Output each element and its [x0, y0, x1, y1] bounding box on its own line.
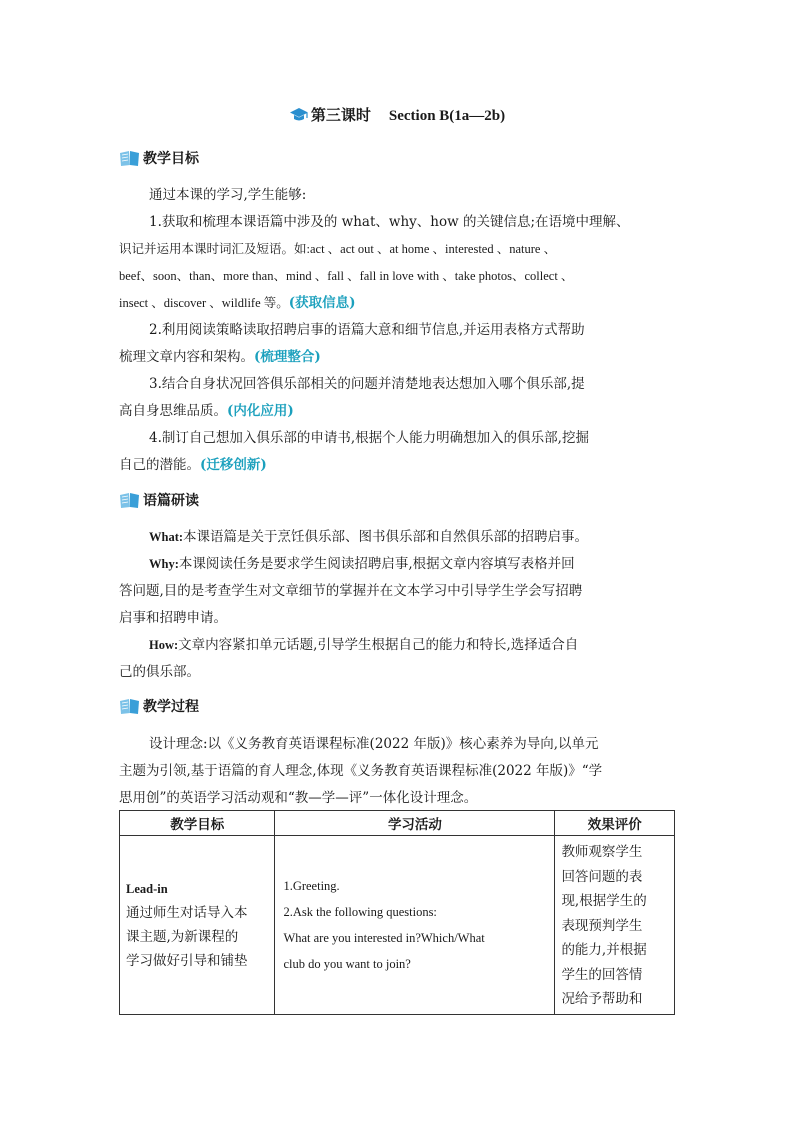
table-header: 教学目标: [120, 811, 275, 836]
section-heading-process: [119, 696, 199, 716]
goal-3-tag: (内化应用): [227, 403, 294, 419]
lesson-table: [119, 810, 675, 1015]
table-header: 学习活动: [275, 811, 555, 836]
goal-cell: Lead-in 通过师生对话导入本 课主题,为新课程的 学习做好引导和铺垫: [120, 836, 275, 1015]
book-icon: [119, 491, 141, 513]
analysis-how: How:文章内容紧扣单元话题,引导学生根据自己的能力和特长,选择适合自 己的俱乐部。: [119, 637, 579, 680]
analysis-heading-label: 语篇研读: [143, 493, 199, 509]
evaluation-cell: 教师观察学生 回答问题的表 现,根据学生的 表现预判学生 的能力,并根据 学生的回答情 况给予帮助和: [555, 836, 675, 1015]
goal-4-tag: (迁移创新): [200, 457, 267, 473]
table-header-row: [120, 811, 675, 836]
goal-2-tag: (梳理整合): [254, 349, 321, 365]
book-icon: [119, 697, 141, 719]
activity-cell: 1.Greeting. 2.Ask the following questions: What are you interested in?Which/What club do you want to join?: [275, 836, 555, 1015]
goals-intro: 通过本课的学习,学生能够:: [149, 187, 307, 203]
goals-heading-label: 教学目标: [143, 151, 199, 167]
title-cn: 第三课时: [310, 106, 371, 124]
title-en: Section B(1a—2b): [388, 108, 506, 124]
book-icon: [119, 149, 141, 171]
design-concept: 设计理念:以《义务教育英语课程标准(2022 年版)》核心素养为导向,以单元 主题为引领,基于语篇的育人理念,体现《义务教育英语课程标准(2022 年版)》“学 思用创”的英语学习活动观和“教—学—评”一体化设计理念。: [119, 736, 603, 806]
goal-4: 4.制订自己想加入俱乐部的申请书,根据个人能力明确想加入的俱乐部,挖掘 自己的潜能。(迁移创新): [119, 430, 589, 473]
table-row: [120, 836, 675, 1015]
goal-1-tag: (获取信息): [288, 295, 356, 311]
analysis-what: What:本课语篇是关于烹饪俱乐部、图书俱乐部和自然俱乐部的招聘启事。: [149, 529, 589, 545]
section-heading-analysis: [119, 490, 199, 510]
process-heading-label: 教学过程: [143, 699, 199, 715]
analysis-why: Why:本课阅读任务是要求学生阅读招聘启事,根据文章内容填写表格并回 答问题,目的是考查学生对文章细节的掌握并在文本学习中引导学生学会写招聘 启事和招聘申请。: [119, 556, 583, 626]
goal-3: 3.结合自身状况回答俱乐部相关的问题并清楚地表达想加入哪个俱乐部,提 高自身思维品质。(内化应用): [119, 376, 585, 419]
table-header: 效果评价: [555, 811, 675, 836]
goal-1: 1.获取和梳理本课语篇中涉及的 what、why、how 的关键信息;在语境中理解、 识记并运用本课时词汇及短语。如:act 、act out 、at home 、interested 、nature 、 beef、soon、than、more than、mind 、fall 、fall in love with 、take photos、collect 、 insect 、discover 、wildlife 等。(获取信息): [119, 214, 630, 311]
lesson-title: [0, 104, 794, 127]
goal-2: 2.利用阅读策略读取招聘启事的语篇大意和细节信息,并运用表格方式帮助 梳理文章内容和架构。(梳理整合): [119, 322, 585, 365]
graduation-cap-icon: [289, 107, 309, 127]
section-heading-goals: [119, 148, 199, 168]
